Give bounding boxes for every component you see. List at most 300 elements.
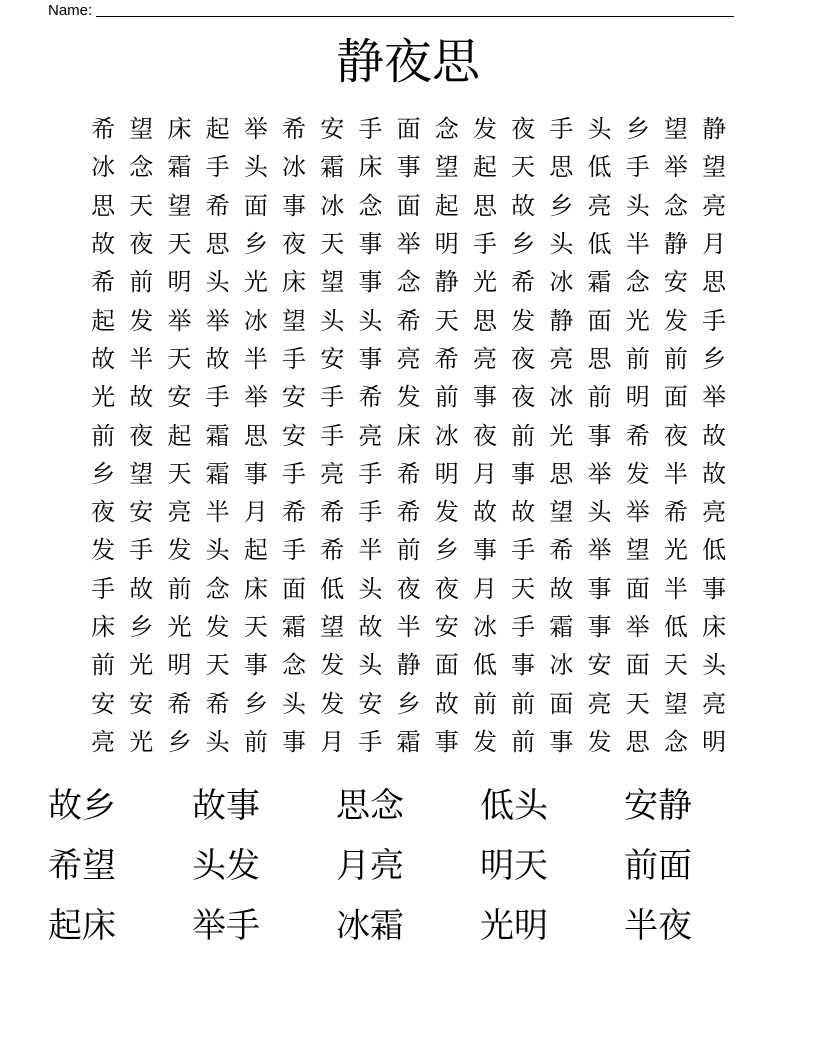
- word-search-grid: [84, 110, 734, 761]
- grid-cell: 静: [396, 651, 421, 680]
- grid-cell: 望: [625, 536, 650, 565]
- grid-cell: 手: [282, 344, 307, 373]
- grid-cell: 事: [587, 574, 612, 603]
- grid-cell: 安: [587, 651, 612, 680]
- grid-cell: 前: [167, 574, 192, 603]
- grid-row: [84, 110, 734, 148]
- grid-cell: 发: [205, 613, 230, 641]
- grid-cell: 乡: [625, 115, 650, 144]
- grid-cell: 故: [205, 344, 230, 373]
- grid-cell: 霜: [205, 459, 230, 488]
- grid-cell: 霜: [205, 421, 230, 450]
- word-row: [48, 896, 768, 956]
- word-item: 故事: [192, 786, 260, 826]
- grid-cell: 前: [243, 727, 268, 756]
- grid-cell: 头: [243, 153, 268, 182]
- grid-cell: 思: [472, 191, 497, 220]
- grid-cell: 冰: [549, 651, 574, 680]
- grid-cell: 半: [663, 459, 688, 488]
- grid-cell: 静: [663, 230, 688, 259]
- grid-cell: 头: [358, 574, 383, 603]
- word-item: 明天: [480, 846, 548, 886]
- grid-cell: 冰: [320, 191, 345, 220]
- grid-cell: 前: [663, 344, 688, 373]
- grid-cell: 夜: [434, 574, 459, 603]
- grid-cell: 希: [396, 498, 421, 527]
- grid-cell: 思: [625, 727, 650, 756]
- grid-cell: 希: [663, 498, 688, 527]
- grid-cell: 事: [243, 459, 268, 488]
- grid-cell: 夜: [511, 115, 536, 144]
- grid-cell: 低: [320, 574, 345, 603]
- grid-cell: 天: [243, 613, 268, 641]
- grid-cell: 床: [358, 153, 383, 182]
- grid-cell: 乡: [434, 536, 459, 565]
- grid-cell: 月: [472, 459, 497, 488]
- grid-cell: 光: [625, 306, 650, 335]
- grid-cell: 光: [663, 536, 688, 565]
- grid-cell: 念: [358, 191, 383, 220]
- grid-cell: 故: [702, 459, 727, 488]
- grid-cell: 霜: [587, 268, 612, 297]
- grid-row: [84, 608, 734, 646]
- grid-cell: 霜: [549, 613, 574, 641]
- grid-cell: 手: [205, 383, 230, 412]
- grid-cell: 手: [91, 574, 116, 603]
- grid-cell: 半: [625, 230, 650, 259]
- grid-cell: 念: [129, 153, 154, 182]
- grid-cell: 前: [396, 536, 421, 565]
- grid-cell: 前: [511, 689, 536, 718]
- grid-cell: 手: [511, 613, 536, 641]
- grid-cell: 安: [282, 421, 307, 450]
- grid-cell: 手: [129, 536, 154, 565]
- grid-cell: 发: [396, 383, 421, 412]
- word-item: 低头: [480, 786, 548, 826]
- grid-cell: 霜: [396, 727, 421, 756]
- grid-cell: 举: [625, 613, 650, 641]
- grid-cell: 举: [243, 383, 268, 412]
- grid-cell: 前: [91, 421, 116, 450]
- grid-cell: 发: [472, 115, 497, 144]
- grid-cell: 事: [472, 383, 497, 412]
- word-item: 头发: [192, 846, 260, 886]
- grid-cell: 前: [511, 421, 536, 450]
- grid-cell: 念: [663, 191, 688, 220]
- word-list: [48, 776, 768, 956]
- grid-cell: 思: [549, 459, 574, 488]
- word-item: 月亮: [336, 846, 404, 886]
- grid-row: [84, 187, 734, 225]
- grid-cell: 头: [625, 191, 650, 220]
- grid-cell: 低: [587, 230, 612, 259]
- grid-row: [84, 455, 734, 493]
- grid-cell: 夜: [396, 574, 421, 603]
- grid-cell: 思: [243, 421, 268, 450]
- grid-cell: 头: [702, 651, 727, 680]
- grid-cell: 发: [91, 536, 116, 565]
- grid-cell: 亮: [320, 459, 345, 488]
- grid-cell: 头: [358, 651, 383, 680]
- grid-cell: 天: [434, 306, 459, 335]
- grid-cell: 希: [358, 383, 383, 412]
- grid-cell: 夜: [472, 421, 497, 450]
- grid-cell: 面: [625, 574, 650, 603]
- grid-cell: 低: [587, 153, 612, 182]
- grid-cell: 静: [434, 268, 459, 297]
- grid-cell: 面: [625, 651, 650, 680]
- word-item: 冰霜: [336, 906, 404, 946]
- name-label: Name:: [48, 2, 93, 19]
- grid-cell: 希: [511, 268, 536, 297]
- grid-cell: 发: [511, 306, 536, 335]
- grid-cell: 夜: [511, 383, 536, 412]
- grid-cell: 月: [472, 574, 497, 603]
- grid-cell: 发: [167, 536, 192, 565]
- grid-cell: 冰: [282, 153, 307, 182]
- grid-cell: 起: [434, 191, 459, 220]
- grid-cell: 事: [587, 613, 612, 641]
- grid-cell: 明: [434, 459, 459, 488]
- grid-cell: 事: [396, 153, 421, 182]
- grid-cell: 故: [129, 383, 154, 412]
- grid-cell: 举: [396, 230, 421, 259]
- grid-cell: 冰: [549, 268, 574, 297]
- grid-cell: 光: [167, 613, 192, 641]
- grid-cell: 半: [205, 498, 230, 527]
- grid-cell: 希: [282, 498, 307, 527]
- word-item: 安静: [624, 786, 692, 826]
- grid-cell: 望: [663, 689, 688, 718]
- word-row: [48, 776, 768, 836]
- grid-row: [84, 148, 734, 186]
- grid-cell: 发: [625, 459, 650, 488]
- grid-cell: 天: [167, 230, 192, 259]
- name-underline: [96, 16, 734, 17]
- grid-cell: 安: [129, 689, 154, 718]
- grid-cell: 明: [167, 268, 192, 297]
- grid-cell: 起: [91, 306, 116, 335]
- grid-cell: 事: [511, 651, 536, 680]
- grid-cell: 乡: [702, 344, 727, 373]
- grid-cell: 起: [167, 421, 192, 450]
- grid-cell: 半: [358, 536, 383, 565]
- grid-cell: 发: [129, 306, 154, 335]
- grid-cell: 头: [205, 268, 230, 297]
- grid-cell: 霜: [167, 153, 192, 182]
- grid-cell: 起: [243, 536, 268, 565]
- grid-cell: 希: [205, 689, 230, 718]
- grid-cell: 事: [243, 651, 268, 680]
- grid-cell: 前: [472, 689, 497, 718]
- grid-row: [84, 684, 734, 722]
- grid-cell: 头: [587, 115, 612, 144]
- grid-cell: 明: [434, 230, 459, 259]
- grid-cell: 事: [358, 344, 383, 373]
- grid-cell: 事: [472, 536, 497, 565]
- grid-cell: 手: [472, 230, 497, 259]
- grid-cell: 举: [167, 306, 192, 335]
- grid-cell: 面: [282, 574, 307, 603]
- grid-cell: 发: [434, 498, 459, 527]
- grid-row: [84, 570, 734, 608]
- grid-cell: 安: [129, 498, 154, 527]
- grid-cell: 冰: [434, 421, 459, 450]
- grid-cell: 面: [434, 651, 459, 680]
- grid-cell: 头: [205, 536, 230, 565]
- grid-cell: 夜: [129, 230, 154, 259]
- grid-row: [84, 378, 734, 416]
- grid-cell: 安: [91, 689, 116, 718]
- grid-row: [84, 493, 734, 531]
- grid-cell: 发: [587, 727, 612, 756]
- grid-cell: 光: [472, 268, 497, 297]
- grid-cell: 亮: [91, 727, 116, 756]
- grid-cell: 低: [663, 613, 688, 641]
- grid-cell: 手: [358, 115, 383, 144]
- grid-cell: 故: [358, 613, 383, 641]
- grid-cell: 月: [702, 230, 727, 259]
- grid-cell: 发: [663, 306, 688, 335]
- grid-cell: 希: [396, 306, 421, 335]
- grid-cell: 乡: [243, 689, 268, 718]
- grid-cell: 手: [358, 727, 383, 756]
- grid-cell: 故: [129, 574, 154, 603]
- grid-cell: 希: [205, 191, 230, 220]
- grid-cell: 半: [129, 344, 154, 373]
- grid-cell: 光: [549, 421, 574, 450]
- grid-cell: 冰: [472, 613, 497, 641]
- grid-cell: 前: [625, 344, 650, 373]
- grid-row: [84, 531, 734, 569]
- grid-cell: 希: [282, 115, 307, 144]
- grid-cell: 希: [434, 344, 459, 373]
- grid-cell: 天: [663, 651, 688, 680]
- grid-cell: 举: [205, 306, 230, 335]
- grid-cell: 念: [663, 727, 688, 756]
- word-item: 起床: [48, 906, 116, 946]
- grid-cell: 静: [549, 306, 574, 335]
- grid-cell: 希: [396, 459, 421, 488]
- grid-cell: 乡: [549, 191, 574, 220]
- grid-cell: 床: [702, 613, 727, 641]
- grid-cell: 天: [511, 574, 536, 603]
- grid-cell: 乡: [396, 689, 421, 718]
- grid-cell: 床: [282, 268, 307, 297]
- grid-cell: 望: [167, 191, 192, 220]
- grid-cell: 安: [663, 268, 688, 297]
- grid-cell: 面: [396, 115, 421, 144]
- grid-cell: 月: [320, 727, 345, 756]
- grid-cell: 思: [472, 306, 497, 335]
- grid-cell: 起: [472, 153, 497, 182]
- grid-cell: 乡: [129, 613, 154, 641]
- grid-cell: 亮: [702, 689, 727, 718]
- grid-cell: 希: [625, 421, 650, 450]
- grid-cell: 头: [320, 306, 345, 335]
- grid-cell: 天: [167, 459, 192, 488]
- grid-row: [84, 723, 734, 761]
- grid-cell: 事: [702, 574, 727, 603]
- grid-cell: 头: [587, 498, 612, 527]
- grid-cell: 明: [625, 383, 650, 412]
- grid-cell: 发: [320, 651, 345, 680]
- grid-cell: 天: [167, 344, 192, 373]
- grid-cell: 思: [587, 344, 612, 373]
- grid-cell: 手: [205, 153, 230, 182]
- grid-cell: 举: [587, 459, 612, 488]
- grid-cell: 故: [434, 689, 459, 718]
- grid-cell: 明: [167, 651, 192, 680]
- grid-cell: 希: [167, 689, 192, 718]
- grid-cell: 前: [129, 268, 154, 297]
- grid-cell: 望: [129, 459, 154, 488]
- grid-cell: 前: [91, 651, 116, 680]
- grid-cell: 思: [549, 153, 574, 182]
- word-item: 半夜: [624, 906, 692, 946]
- grid-cell: 光: [91, 383, 116, 412]
- grid-cell: 思: [702, 268, 727, 297]
- grid-cell: 前: [434, 383, 459, 412]
- grid-cell: 思: [205, 230, 230, 259]
- grid-cell: 头: [358, 306, 383, 335]
- grid-cell: 望: [320, 613, 345, 641]
- grid-cell: 安: [320, 115, 345, 144]
- grid-cell: 头: [205, 727, 230, 756]
- grid-cell: 望: [663, 115, 688, 144]
- grid-row: [84, 340, 734, 378]
- grid-cell: 望: [549, 498, 574, 527]
- grid-cell: 亮: [167, 498, 192, 527]
- grid-cell: 冰: [549, 383, 574, 412]
- grid-cell: 乡: [91, 459, 116, 488]
- grid-cell: 手: [282, 459, 307, 488]
- grid-cell: 举: [243, 115, 268, 144]
- grid-row: [84, 646, 734, 684]
- grid-cell: 望: [702, 153, 727, 182]
- grid-cell: 事: [282, 727, 307, 756]
- grid-row: [84, 301, 734, 339]
- grid-row: [84, 263, 734, 301]
- grid-cell: 手: [320, 421, 345, 450]
- grid-cell: 安: [167, 383, 192, 412]
- grid-cell: 亮: [702, 191, 727, 220]
- grid-cell: 故: [511, 191, 536, 220]
- grid-cell: 亮: [396, 344, 421, 373]
- grid-cell: 事: [587, 421, 612, 450]
- grid-cell: 望: [129, 115, 154, 144]
- grid-cell: 天: [129, 191, 154, 220]
- grid-cell: 半: [243, 344, 268, 373]
- grid-cell: 事: [434, 727, 459, 756]
- grid-cell: 夜: [511, 344, 536, 373]
- grid-cell: 霜: [320, 153, 345, 182]
- grid-cell: 手: [282, 536, 307, 565]
- grid-cell: 手: [549, 115, 574, 144]
- grid-cell: 举: [702, 383, 727, 412]
- grid-cell: 月: [243, 498, 268, 527]
- grid-cell: 乡: [243, 230, 268, 259]
- grid-cell: 念: [205, 574, 230, 603]
- page-title: 静夜思: [335, 34, 480, 90]
- grid-cell: 手: [702, 306, 727, 335]
- grid-cell: 夜: [129, 421, 154, 450]
- grid-cell: 希: [91, 268, 116, 297]
- grid-cell: 手: [320, 383, 345, 412]
- grid-row: [84, 225, 734, 263]
- grid-cell: 前: [587, 383, 612, 412]
- grid-cell: 天: [320, 230, 345, 259]
- grid-cell: 事: [358, 230, 383, 259]
- grid-cell: 希: [320, 536, 345, 565]
- grid-cell: 亮: [702, 498, 727, 527]
- grid-cell: 故: [702, 421, 727, 450]
- grid-cell: 半: [396, 613, 421, 641]
- grid-cell: 低: [702, 536, 727, 565]
- grid-cell: 面: [663, 383, 688, 412]
- grid-cell: 念: [434, 115, 459, 144]
- grid-cell: 手: [625, 153, 650, 182]
- grid-cell: 望: [434, 153, 459, 182]
- grid-cell: 天: [205, 651, 230, 680]
- name-field: [48, 0, 734, 18]
- grid-cell: 前: [511, 727, 536, 756]
- grid-cell: 亮: [549, 344, 574, 373]
- grid-cell: 床: [91, 613, 116, 641]
- grid-cell: 念: [396, 268, 421, 297]
- grid-cell: 低: [472, 651, 497, 680]
- grid-cell: 安: [434, 613, 459, 641]
- grid-cell: 安: [282, 383, 307, 412]
- grid-cell: 手: [358, 498, 383, 527]
- grid-cell: 事: [511, 459, 536, 488]
- grid-cell: 静: [702, 115, 727, 144]
- grid-cell: 冰: [91, 153, 116, 182]
- grid-cell: 床: [243, 574, 268, 603]
- grid-cell: 亮: [358, 421, 383, 450]
- grid-cell: 床: [167, 115, 192, 144]
- grid-cell: 安: [358, 689, 383, 718]
- word-item: 思念: [336, 786, 404, 826]
- grid-cell: 事: [549, 727, 574, 756]
- grid-cell: 念: [282, 651, 307, 680]
- grid-cell: 亮: [587, 191, 612, 220]
- grid-row: [84, 416, 734, 454]
- grid-cell: 故: [511, 498, 536, 527]
- grid-cell: 亮: [587, 689, 612, 718]
- grid-cell: 霜: [282, 613, 307, 641]
- word-item: 希望: [48, 846, 116, 886]
- grid-cell: 乡: [167, 727, 192, 756]
- grid-cell: 冰: [243, 306, 268, 335]
- grid-cell: 思: [91, 191, 116, 220]
- grid-cell: 举: [663, 153, 688, 182]
- word-item: 举手: [192, 906, 260, 946]
- grid-cell: 故: [91, 344, 116, 373]
- grid-cell: 手: [511, 536, 536, 565]
- grid-cell: 头: [549, 230, 574, 259]
- grid-cell: 望: [320, 268, 345, 297]
- grid-cell: 光: [243, 268, 268, 297]
- grid-cell: 头: [282, 689, 307, 718]
- grid-cell: 光: [129, 651, 154, 680]
- word-item: 光明: [480, 906, 548, 946]
- grid-cell: 希: [549, 536, 574, 565]
- grid-cell: 事: [358, 268, 383, 297]
- grid-cell: 事: [282, 191, 307, 220]
- grid-cell: 希: [320, 498, 345, 527]
- grid-cell: 安: [320, 344, 345, 373]
